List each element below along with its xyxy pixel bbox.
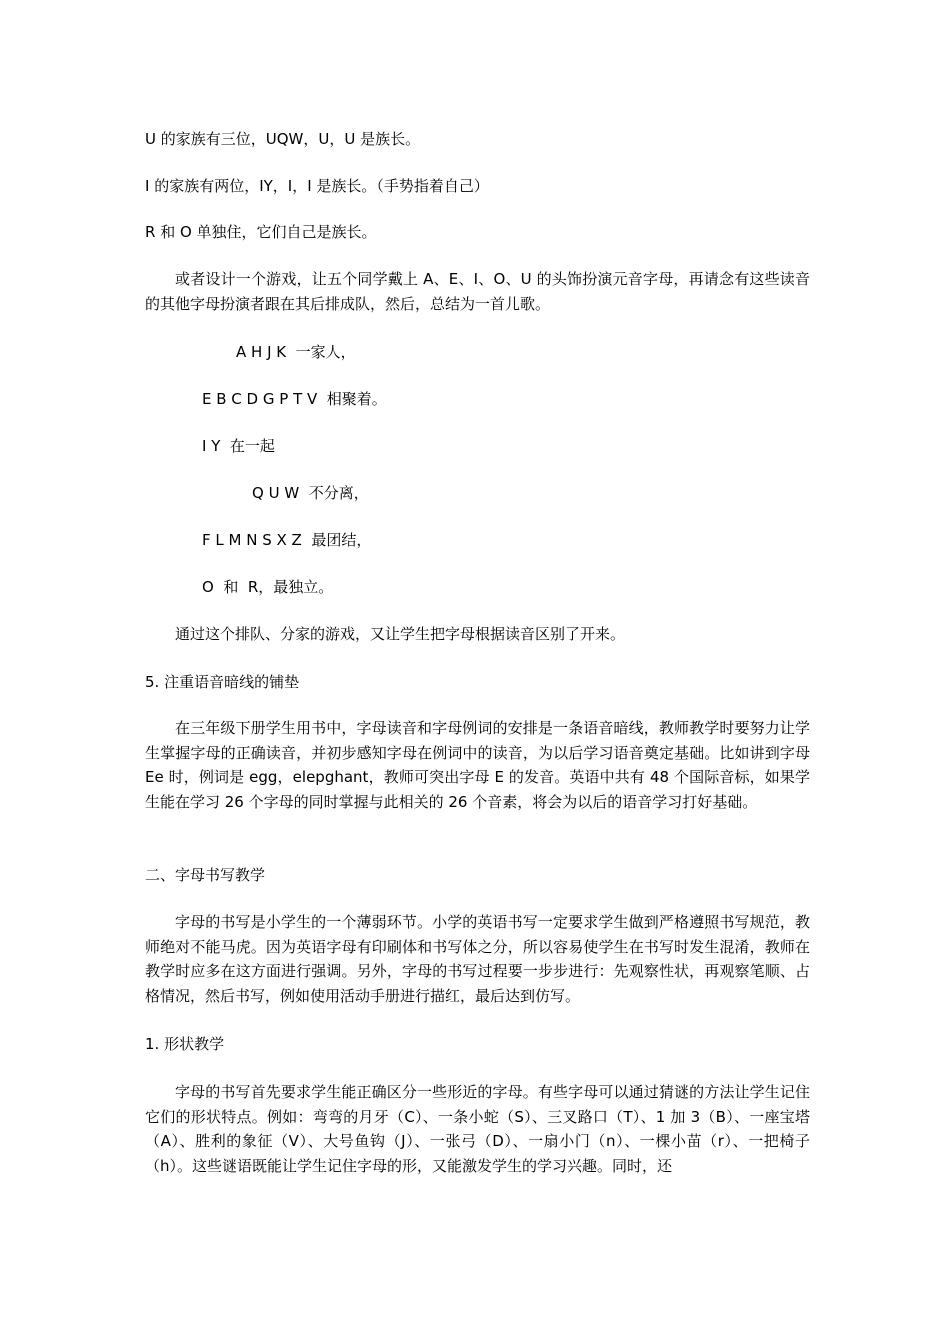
game-summary-paragraph: 通过这个排队、分家的游戏，又让学生把字母根据读音区别了开来。 [175,625,626,643]
section-2-heading: 二、字母书写教学 [145,866,266,884]
r-o-line: R 和 O 单独住，它们自己是族长。 [145,223,377,241]
i-family-line: I 的家族有两位，IY，I，I 是族长。（手势指着自己） [145,177,489,195]
section-5-paragraph: 在三年级下册学生用书中，字母读音和字母例词的安排是一条语音暗线，教师教学时要努力让学生掌握字母的正确读音，并初步感知字母在例词中的读音，为以后学习语音奠定基础。比如讲到字母 Ee 时，例词是 egg，elepghant，教师可突出字母 E 的发音。英语中共有 48 个国际音标，如果学生能在学习 26 个字母的同时掌握与此相关的 26 个音素，将会为以后的语音学习打好基础。 [145,719,810,811]
u-family-line: U 的家族有三位，UQW，U，U 是族长。 [145,130,421,148]
rhyme-line: O 和 R，最独立。 [202,578,334,596]
rhyme-line: F L M N S X Z 最团结， [202,531,372,549]
section-5-heading: 5. 注重语音暗线的铺垫 [145,673,300,691]
game-intro-paragraph: 或者设计一个游戏，让五个同学戴上 A、E、I、O、U 的头饰扮演元音字母，再请念有这些读音的其他字母扮演者跟在其后排成队，然后，总结为一首儿歌。 [145,270,810,313]
rhyme-line: E B C D G P T V 相聚着。 [202,390,387,408]
rhyme-line: I Y 在一起 [202,437,275,455]
section-2-paragraph: 字母的书写是小学生的一个薄弱环节。小学的英语书写一定要求学生做到严格遵照书写规范，教师绝对不能马虎。因为英语字母有印刷体和书写体之分，所以容易使学生在书写时发生混淆，教师在教学时应多在这方面进行强调。另外，字母的书写过程要一步步进行：先观察性状，再观察笔顺、占格情况，然后书写，例如使用活动手册进行描红，最后达到仿写。 [145,913,810,1005]
rhyme-line: A H J K 一家人， [236,343,356,361]
subsection-1-heading: 1. 形状教学 [145,1035,225,1053]
rhyme-line: Q U W 不分离， [252,484,369,502]
subsection-1-paragraph: 字母的书写首先要求学生能正确区分一些形近的字母。有些字母可以通过猜谜的方法让学生记住它们的形状特点。例如：弯弯的月牙（C）、一条小蛇（S）、三叉路口（T）、1 加 3（B）、一座宝塔（A）、胜利的象征（V）、大号鱼钩（J）、一张弓（D）、一扇小门（n）、一棵小苗（r）、一把椅子（h）。这些谜语既能让学生记住字母的形，又能激发学生的学习兴趣。同时，还 [145,1083,810,1175]
